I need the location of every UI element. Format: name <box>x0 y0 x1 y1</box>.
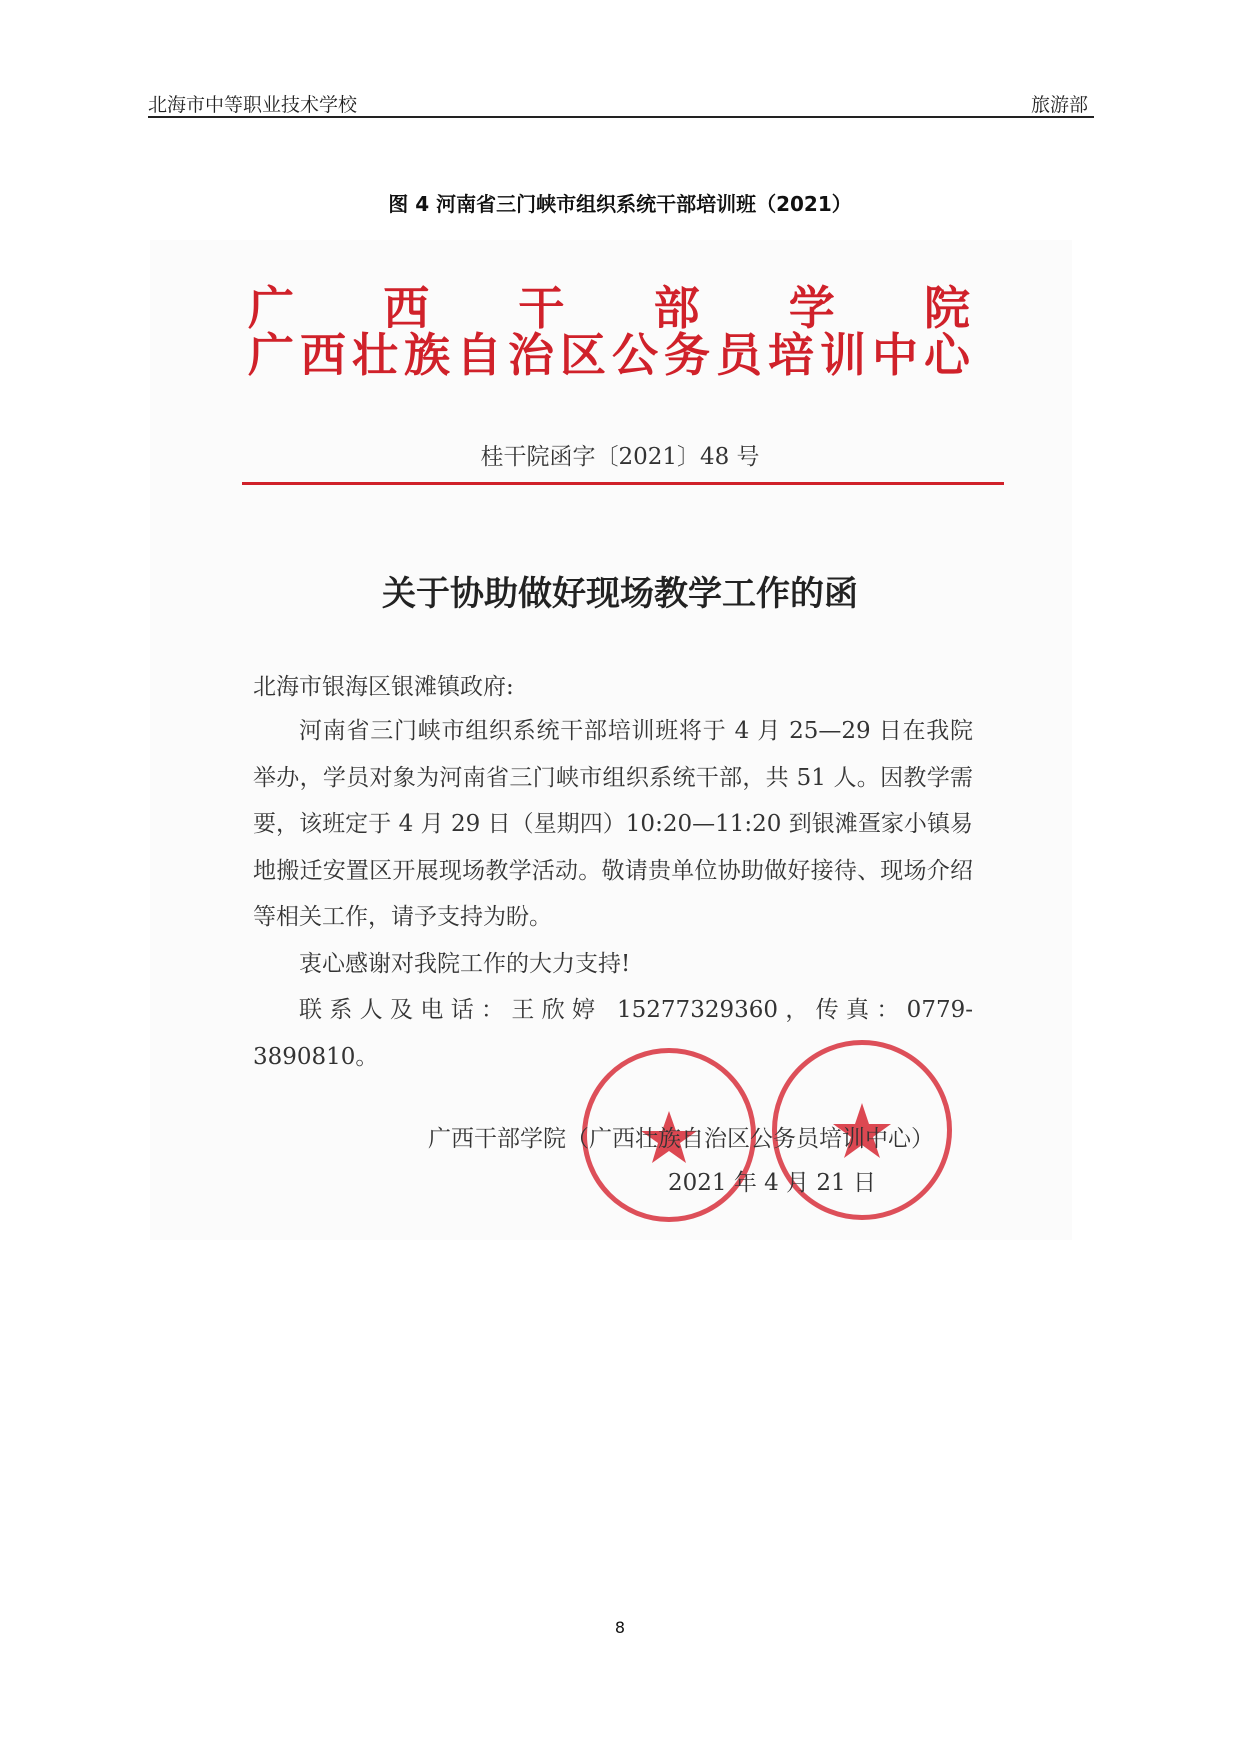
letterhead-char: 院 <box>923 281 970 335</box>
letterhead-char: 自 <box>456 328 502 382</box>
department-name: 旅游部 <box>1030 94 1088 116</box>
letterhead-char: 部 <box>653 281 700 335</box>
recipient: 北海市银海区银滩镇政府: <box>253 674 514 700</box>
body-paragraph: 衷心感谢对我院工作的大力支持! <box>299 950 631 977</box>
letterhead-line1 <box>248 283 970 333</box>
letterhead-char: 壮 <box>352 328 398 382</box>
page-number: 8 <box>614 1618 626 1637</box>
body-paragraph: 联系人及电话：王欣婷 15277329360，传真：0779-3890810。 <box>253 997 973 1070</box>
letterhead-char: 治 <box>508 328 554 382</box>
letterhead-char: 干 <box>518 281 565 335</box>
letterhead-line2 <box>248 330 970 380</box>
letterhead-char: 务 <box>664 328 710 382</box>
signature-line: 广西干部学院（广西壮族自治区公务员培训中心） <box>428 1126 934 1152</box>
figure-caption: 图 4 河南省三门峡市组织系统干部培训班（2021） <box>388 192 852 216</box>
letterhead-char: 培 <box>768 328 814 382</box>
letterhead-char: 训 <box>820 328 866 382</box>
letter-title: 关于协助做好现场教学工作的函 <box>382 574 858 614</box>
letterhead-char: 员 <box>716 328 762 382</box>
document-number: 桂干院函字〔2021〕48 号 <box>480 444 760 470</box>
letter-date: 2021 年 4 月 21 日 <box>668 1170 876 1196</box>
letterhead-char: 广 <box>248 328 294 382</box>
letterhead-char: 中 <box>872 328 918 382</box>
letterhead-char: 广 <box>248 281 294 335</box>
school-name: 北海市中等职业技术学校 <box>148 94 358 116</box>
letterhead-char: 区 <box>560 328 606 382</box>
letterhead-divider <box>242 482 1004 485</box>
letterhead-char: 西 <box>383 281 430 335</box>
letterhead-char: 公 <box>612 328 658 382</box>
letter-body <box>253 708 973 1080</box>
letterhead-char: 族 <box>404 328 450 382</box>
letterhead-char: 心 <box>924 328 970 382</box>
page-header <box>148 88 1094 118</box>
body-paragraph: 河南省三门峡市组织系统干部培训班将于 4 月 25—29 日在我院举办，学员对象为河南省三门峡市组织系统干部，共 51 人。因教学需要，该班定于 4 月 29 日（星期四）10:20—11:20 到银滩疍家小镇易地搬迁安置区开展现场教学活动。敬请贵单位协助做好接待、现场介绍等相关工作，请予支持为盼。 <box>253 718 973 930</box>
letterhead-char: 学 <box>788 281 835 335</box>
letterhead-char: 西 <box>300 328 346 382</box>
